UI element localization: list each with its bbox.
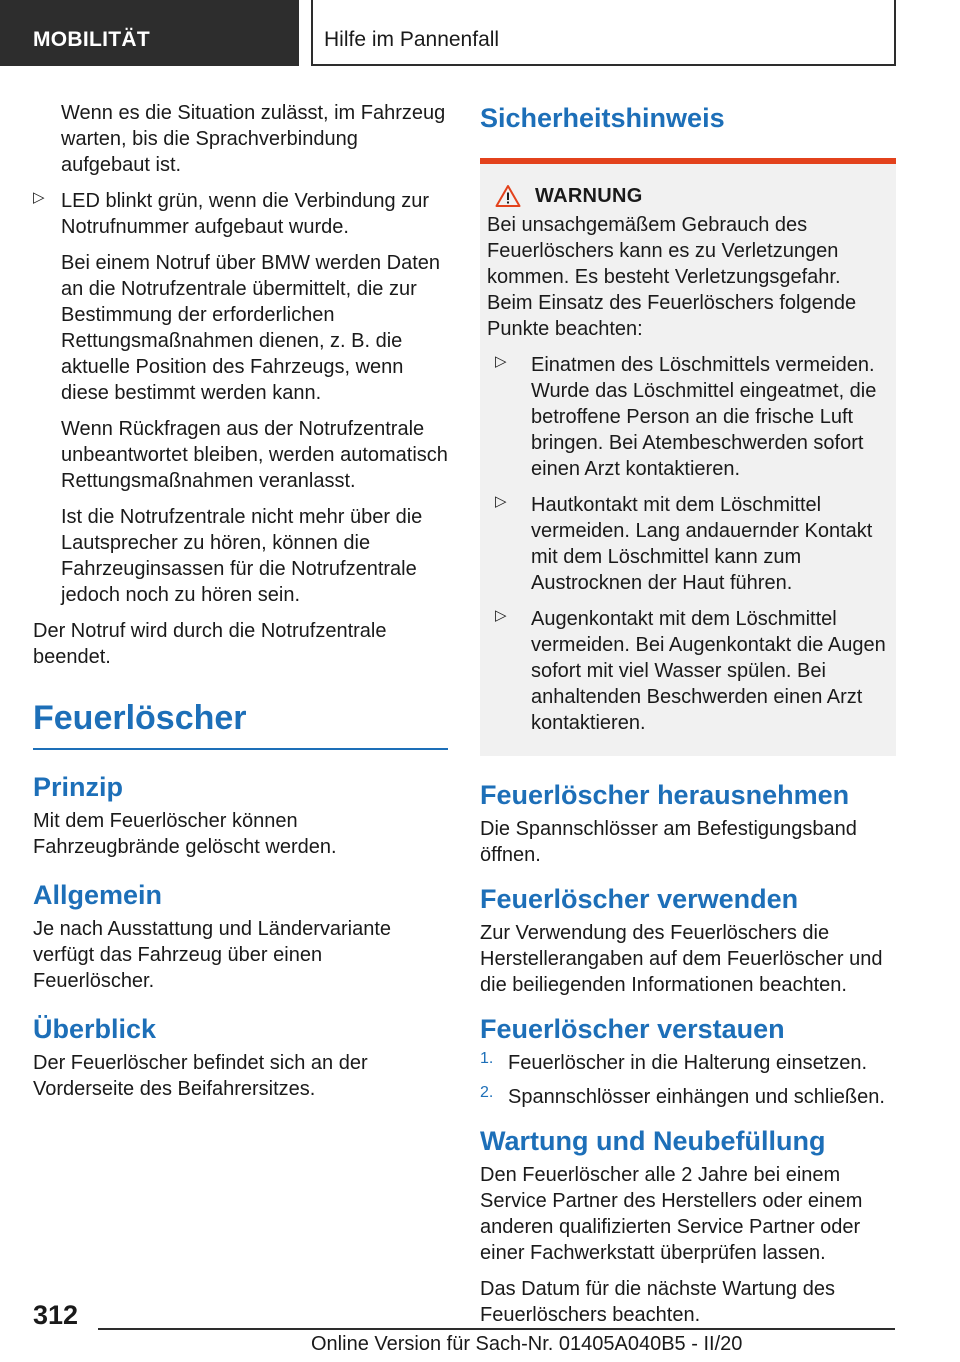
- heading-rule: [33, 748, 448, 750]
- prinzip-text: Mit dem Feuerlöscher können Fahrzeugbrände gelöscht werden.: [33, 810, 337, 858]
- step-text: Spannschlösser einhängen und schließen.: [508, 1086, 885, 1108]
- triangle-bullet-icon: ▷: [495, 493, 507, 510]
- verwenden-text: Zur Verwendung des Feuerlöschers die Herstellerangaben auf dem Feuerlöscher und die beiliegenden Informationen beachten.: [480, 922, 883, 996]
- warning-text: Bei unsachgemäßem Gebrauch des Feuerlöschers kann es zu Verletzungen kommen. Es besteht Verletzungsgefahr. Beim Einsatz des Feuerlöschers folgende Punkte beachten:: [487, 214, 857, 340]
- herausnehmen-text: Die Spannschlösser am Befestigungsband öffnen.: [480, 818, 857, 866]
- led-bullet-text: LED blinkt grün, wenn die Verbindung zur Notrufnummer aufgebaut wurde.: [61, 190, 430, 238]
- heading-verwenden: Feuerlöscher verwenden: [480, 884, 799, 914]
- chapter-tab: [311, 0, 896, 66]
- led-bullet: [33, 188, 448, 240]
- warning-bullet-text: Einatmen des Löschmittels vermeiden. Wurde das Löschmittel eingeatmet, die betroffene Person an die frische Luft bringen. Bei Atembeschwerden sofort einen Arzt kontaktieren.: [531, 354, 877, 480]
- warning-box: [480, 164, 896, 756]
- paragraph-data: Bei einem Notruf über BMW werden Daten an die Notrufzentrale übermittelt, die zur Bestimmung der erforderlichen Rettungsmaßnahmen dienen, z. B. die aktuelle Position des Fahrzeugs, wenn diese bestimmt werden kann.: [61, 252, 441, 404]
- allgemein-text: Je nach Ausstattung und Ländervariante verfügt das Fahrzeug über einen Feuerlöscher.: [33, 918, 392, 992]
- page-number: 312: [33, 1300, 79, 1330]
- section-title: MOBILITÄT: [33, 28, 151, 51]
- wartung-text-2: Das Datum für die nächste Wartung des Feuerlöschers beachten.: [480, 1278, 835, 1326]
- step-item: [480, 1084, 896, 1110]
- heading-herausnehmen: Feuerlöscher herausnehmen: [480, 780, 850, 810]
- triangle-bullet-icon: ▷: [33, 189, 45, 206]
- step-item: [480, 1050, 896, 1076]
- online-version-text: Online Version für Sach-Nr. 01405A040B5 - II/20: [311, 1333, 743, 1355]
- heading-wartung: Wartung und Neubefüllung: [480, 1126, 826, 1156]
- paragraph-rueckfragen: Wenn Rückfragen aus der Notrufzentrale unbeantwortet bleiben, werden automatisch Rettungsmaßnahmen veranlasst.: [61, 418, 448, 492]
- warning-title: [495, 184, 888, 208]
- warning-label: WARNUNG: [535, 184, 643, 207]
- triangle-bullet-icon: ▷: [495, 353, 507, 370]
- left-column: [33, 100, 448, 1112]
- step-text: Feuerlöscher in die Halterung einsetzen.: [508, 1052, 868, 1074]
- heading-allgemein: Allgemein: [33, 880, 163, 910]
- ueberblick-text: Der Feuerlöscher befindet sich an der Vorderseite des Beifahrersitzes.: [33, 1052, 368, 1100]
- step-number: 1.: [480, 1050, 494, 1067]
- section-tab: [0, 0, 299, 66]
- chapter-title: Hilfe im Pannenfall: [324, 28, 500, 51]
- step-number: 2.: [480, 1084, 494, 1101]
- heading-feuerloescher: Feuerlöscher: [33, 699, 247, 737]
- wartung-text: Den Feuerlöscher alle 2 Jahre bei einem Service Partner des Herstellers oder einem anderen qualifizierten Service Partner oder einer Fachwerkstatt überprüfen lassen.: [480, 1164, 863, 1264]
- right-column: [480, 100, 896, 1338]
- paragraph-beendet: Der Notruf wird durch die Notrufzentrale beendet.: [33, 620, 387, 668]
- heading-sicherheitshinweis: Sicherheitshinweis: [480, 103, 725, 133]
- heading-prinzip: Prinzip: [33, 772, 124, 802]
- warning-bullet-text: Augenkontakt mit dem Löschmittel vermeiden. Bei Augenkontakt die Augen sofort mit viel Wasser spülen. Bei anhaltenden Beschwerden einen Arzt kontaktieren.: [531, 608, 886, 734]
- warning-bullet: [495, 492, 888, 596]
- triangle-bullet-icon: ▷: [495, 607, 507, 624]
- intro-paragraph: Wenn es die Situation zulässt, im Fahrzeug warten, bis die Sprachverbindung aufgebaut ist.: [61, 102, 446, 176]
- footer-rule: [98, 1328, 895, 1330]
- warning-bullet-text: Hautkontakt mit dem Löschmittel vermeiden. Lang andauernder Kontakt mit dem Löschmittel kann zum Austrocknen der Haut führen.: [531, 494, 873, 594]
- heading-ueberblick: Überblick: [33, 1014, 157, 1044]
- warning-bullet: [495, 352, 888, 482]
- warning-bullet: [495, 606, 888, 736]
- heading-verstauen: Feuerlöscher verstauen: [480, 1014, 785, 1044]
- warning-triangle-icon: [495, 184, 521, 208]
- paragraph-lautsprecher: Ist die Notrufzentrale nicht mehr über die Lautsprecher zu hören, können die Fahrzeuginsassen für die Notrufzentrale jedoch noch zu hören sein.: [61, 506, 423, 606]
